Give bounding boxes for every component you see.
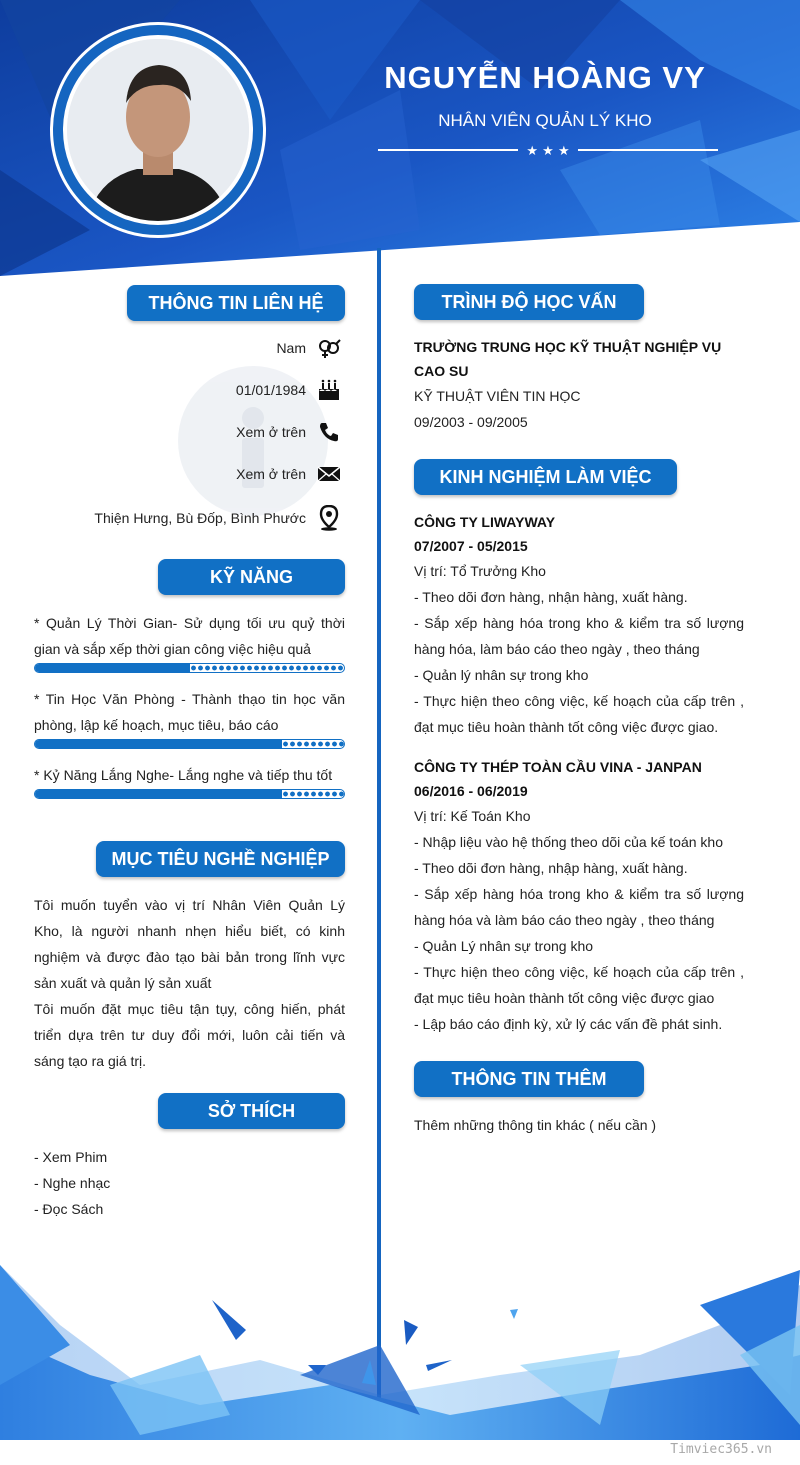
extra-info-heading: THÔNG TIN THÊM [414,1061,644,1097]
objective-heading: MỤC TIÊU NGHỀ NGHIỆP [96,841,345,877]
education-major: KỸ THUẬT VIÊN TIN HỌC [414,388,581,404]
profile-photo-frame [50,22,266,238]
education-period: 09/2003 - 09/2005 [414,414,528,430]
education-heading: TRÌNH ĐỘ HỌC VẤN [414,284,644,320]
skill-item-2-fill [35,740,282,748]
location-pin-icon [316,505,342,531]
education-school: TRƯỜNG TRUNG HỌC KỸ THUẬT NGHIỆP VỤ CAO SU [414,339,722,379]
job-1-duties: - Theo dõi đơn hàng, nhận hàng, xuất hàng. - Sắp xếp hàng hóa trong kho & kiểm tra số lượng hàng hóa, làm báo cáo theo ngày , theo tháng - Quản lý nhân sự trong kho - Thực hiện theo công việc, kế hoạch của cấp trên , đạt mục tiêu hoàn thành tốt công việc được giao. [414,589,744,735]
objective-text: Tôi muốn tuyển vào vị trí Nhân Viên Quản Lý Kho, là người nhanh nhẹn hiểu biết, có kinh nghiệm và được đào tạo bài bản trong lĩnh vực sản xuất và quản lý sản xuất Tôi muốn đặt mục tiêu tận tụy, công hiến, phát triển dựa trên tư duy đổi mới, luôn cải tiến và sáng tạo ra giá trị. [34,897,345,1069]
stars-divider [378,140,718,160]
skill-item-1-fill [35,664,190,672]
extra-info-text: Thêm những thông tin khác ( nếu cần ) [414,1117,657,1133]
job-1-company: CÔNG TY LIWAYWAY [414,514,556,530]
email-icon [316,461,342,487]
job-2-position: Vị trí: Kế Toán Kho [414,808,531,824]
skills-heading: KỸ NĂNG [158,559,345,595]
skill-item-1-text: * Quản Lý Thời Gian- Sử dụng tối ưu quỷ thời gian và sắp xếp thời gian công việc hiệu quả [34,615,345,657]
job-title: NHÂN VIÊN QUẢN LÝ KHO [438,111,652,130]
job-2-company: CÔNG TY THÉP TOÀN CẦU VINA - JANPAN [414,759,702,775]
center-divider [377,248,381,1398]
hobbies-heading: SỞ THÍCH [158,1093,345,1129]
skill-item-3-fill [35,790,282,798]
contact-gender [276,335,342,361]
contact-phone [236,419,342,445]
hobby-item: - Đọc Sách [34,1201,104,1217]
brand-watermark: Timviec365.vn [670,1442,772,1457]
job-2-duties: - Nhập liệu vào hệ thống theo dõi của kế toán kho - Theo dõi đơn hàng, nhập hàng, xuất hàng. - Sắp xếp hàng hóa trong kho & kiểm tra số lượng hàng hóa và làm báo cáo theo ngày , theo tháng - Quản Lý nhân sự trong kho - Thực hiện theo công việc, kế hoạch của cấp trên , đạt mục tiêu hoàn thành tốt công việc được giao - Lập báo cáo định kỳ, xử lý các vấn đề phát sinh. [414,834,744,1032]
skill-item-2-text: * Tin Học Văn Phòng - Thành thạo tin học văn phòng, lập kế hoạch, mục tiêu, báo cáo [34,691,345,733]
candidate-name: NGUYỄN HOÀNG VY [384,60,706,95]
contact-address [94,505,342,531]
gender-icon [316,335,342,361]
footer-decoration [0,1265,800,1440]
skill-item-1-bar [34,663,345,673]
contact-email-text: Xem ở trên [236,466,306,482]
birthday-cake-icon [316,377,342,403]
contact-phone-text: Xem ở trên [236,424,306,440]
phone-icon [316,419,342,445]
hobby-item: - Nghe nhạc [34,1175,111,1191]
profile-photo [63,35,253,225]
job-1-period: 07/2007 - 05/2015 [414,538,528,554]
skill-item-3-text: * Kỷ Năng Lắng Nghe- Lắng nghe và tiếp thu tốt [34,767,333,783]
contact-birthday [236,377,342,403]
experience-heading: KINH NGHIỆM LÀM VIỆC [414,459,677,495]
contact-heading: THÔNG TIN LIÊN HỆ [127,285,345,321]
hobby-item: - Xem Phim [34,1149,108,1165]
contact-gender-text: Nam [276,340,306,356]
skill-item-3-bar [34,789,345,799]
job-1-position: Vị trí: Tổ Trưởng Kho [414,563,546,579]
skill-item-2-bar [34,739,345,749]
job-2-period: 06/2016 - 06/2019 [414,783,528,799]
contact-birthday-text: 01/01/1984 [235,382,306,398]
svg-text:★ ★ ★: ★ ★ ★ [526,144,570,159]
contact-address-text: Thiện Hưng, Bù Đốp, Bình Phước [94,510,306,526]
contact-email [236,461,342,487]
